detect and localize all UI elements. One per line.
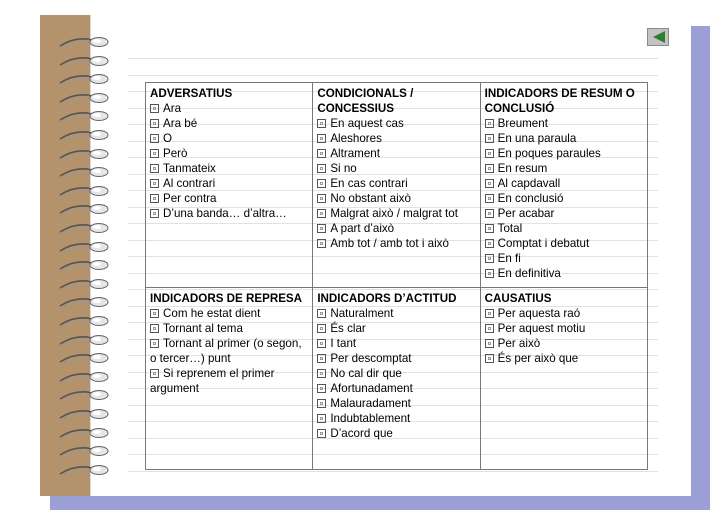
list-item-label: Tornant al tema [163, 322, 243, 335]
list-item [317, 221, 475, 236]
bullet-box-icon [485, 179, 494, 188]
bullet-box-icon [150, 179, 159, 188]
list-item [485, 176, 643, 191]
list-item [485, 321, 643, 336]
list-item-label: No cal dir que [330, 367, 402, 380]
list-item [150, 161, 308, 176]
list-item-label: Amb tot / amb tot i això [330, 237, 449, 250]
list-item-label: Breument [497, 117, 548, 130]
list-item [150, 206, 308, 221]
list-item [317, 351, 475, 366]
list-item [150, 116, 308, 131]
list-item-label: Tanmateix [163, 162, 216, 175]
bullet-box-icon [485, 119, 494, 128]
list-item-label: Tornant al primer (o segon, o tercer…) punt [150, 337, 302, 365]
spiral-ring-icon [58, 332, 118, 348]
triangle-left-icon [652, 31, 666, 43]
list-item-label: A part d’això [330, 222, 395, 235]
list-item-label: Ara bé [163, 117, 198, 130]
list-item [485, 306, 643, 321]
list-item [317, 381, 475, 396]
list-item-label: Comptat i debatut [497, 237, 590, 250]
column-heading: ADVERSATIUS [150, 87, 233, 100]
list-item [317, 396, 475, 411]
list-item [150, 306, 308, 321]
spiral-ring-icon [58, 127, 118, 143]
list-item [150, 321, 308, 336]
bullet-box-icon [150, 309, 159, 318]
list-item [150, 131, 308, 146]
list-item [485, 191, 643, 206]
bullet-box-icon [485, 134, 494, 143]
list-item [317, 176, 475, 191]
list-item-label: Si no [330, 162, 357, 175]
list-item [317, 191, 475, 206]
list-item-label: Però [163, 147, 188, 160]
bullet-box-icon [317, 369, 326, 378]
list-item-label: En cas contrari [330, 177, 408, 190]
list-item-label: En conclusió [497, 192, 564, 205]
spiral-ring-icon [58, 276, 118, 292]
list-item [485, 146, 643, 161]
spiral-ring-icon [58, 369, 118, 385]
list-item-label: En aquest cas [330, 117, 404, 130]
list-item-label: Per aquesta raó [497, 307, 581, 320]
spiral-ring-icon [58, 387, 118, 403]
bullet-box-icon [317, 309, 326, 318]
list-item [150, 336, 308, 366]
ruled-line [128, 75, 658, 76]
list-item-label: En una paraula [497, 132, 577, 145]
bullet-box-icon [317, 324, 326, 333]
list-item-label: O [163, 132, 173, 145]
bullet-box-icon [485, 164, 494, 173]
list-item-label: És clar [330, 322, 366, 335]
list-item-label: Ara [163, 102, 182, 115]
list-item-label: Per contra [163, 192, 217, 205]
list-item [317, 366, 475, 381]
list-item-label: Al capdavall [497, 177, 561, 190]
list-item-label: En fi [497, 252, 521, 265]
bullet-box-icon [150, 339, 159, 348]
list-item [485, 116, 643, 131]
list-item-label: Si reprenem el primer argument [150, 367, 275, 395]
bullet-box-icon [485, 254, 494, 263]
list-item [317, 336, 475, 351]
table-row-bottom [146, 288, 648, 470]
list-item-label: En poques paraules [497, 147, 601, 160]
column-heading: CAUSATIUS [484, 292, 552, 305]
bullet-box-icon [317, 134, 326, 143]
spiral-ring-icon [58, 257, 118, 273]
bullet-box-icon [485, 209, 494, 218]
spiral-ring-icon [58, 146, 118, 162]
list-item-label: I tant [330, 337, 357, 350]
spiral-ring-icon [58, 350, 118, 366]
spiral-ring-icon [58, 220, 118, 236]
spiral-ring-icon [58, 313, 118, 329]
bullet-box-icon [150, 324, 159, 333]
list-item-label: Per això [497, 337, 541, 350]
bullet-box-icon [317, 384, 326, 393]
spiral-ring-icon [58, 239, 118, 255]
ruled-line [128, 471, 658, 472]
list-item-label: És per això que [497, 352, 579, 365]
list-item [317, 116, 475, 131]
cell-actitud [313, 288, 480, 470]
bullet-box-icon [150, 164, 159, 173]
column-heading: INDICADORS D’ACTITUD [317, 292, 457, 305]
list-item [317, 131, 475, 146]
list-item-label: Afortunadament [330, 382, 413, 395]
list-item [150, 191, 308, 206]
list-item [485, 221, 643, 236]
list-item [485, 351, 643, 366]
list-item [485, 236, 643, 251]
bullet-box-icon [150, 119, 159, 128]
list-item-label: Malauradament [330, 397, 411, 410]
spiral-ring-icon [58, 201, 118, 217]
spiral-ring-icon [58, 90, 118, 106]
list-item-label: Naturalment [330, 307, 394, 320]
list-item [317, 236, 475, 251]
bullet-box-icon [317, 429, 326, 438]
list-item [317, 321, 475, 336]
bullet-box-icon [150, 149, 159, 158]
spiral-ring-icon [58, 406, 118, 422]
bullet-box-icon [150, 104, 159, 113]
spiral-ring-icon [58, 443, 118, 459]
list-item-label: Com he estat dient [163, 307, 261, 320]
column-heading: INDICADORS DE RESUM O CONCLUSIÓ [484, 87, 635, 115]
list-item [485, 206, 643, 221]
ruled-line [128, 58, 658, 59]
list-item-label: Indubtablement [330, 412, 411, 425]
bullet-box-icon [485, 309, 494, 318]
bullet-box-icon [485, 324, 494, 333]
bullet-box-icon [317, 354, 326, 363]
bullet-box-icon [485, 194, 494, 203]
column-heading: INDICADORS DE REPRESA [150, 292, 303, 305]
list-item-label: Al contrari [163, 177, 216, 190]
list-item [150, 366, 308, 396]
list-item-label: En definitiva [497, 267, 561, 280]
list-item-label: D’una banda… d’altra… [163, 207, 287, 220]
list-item [150, 101, 308, 116]
bullet-box-icon [150, 209, 159, 218]
list-item [485, 266, 643, 281]
list-item [317, 411, 475, 426]
list-item-label: No obstant això [330, 192, 411, 205]
spiral-ring-icon [58, 71, 118, 87]
list-item-label: Per acabar [497, 207, 555, 220]
bullet-box-icon [150, 194, 159, 203]
bullet-box-icon [317, 164, 326, 173]
bullet-box-icon [317, 209, 326, 218]
bullet-box-icon [317, 119, 326, 128]
back-button[interactable] [647, 28, 669, 46]
spiral-ring-icon [58, 108, 118, 124]
bullet-box-icon [317, 414, 326, 423]
spiral-ring-icon [58, 53, 118, 69]
spiral-ring-icon [58, 462, 118, 478]
list-item [317, 306, 475, 321]
list-item [317, 426, 475, 441]
bullet-box-icon [317, 339, 326, 348]
bullet-box-icon [317, 399, 326, 408]
bullet-box-icon [317, 179, 326, 188]
bullet-box-icon [485, 239, 494, 248]
cell-condicionals [313, 83, 480, 288]
bullet-box-icon [485, 149, 494, 158]
list-item [485, 251, 643, 266]
list-item-label: D’acord que [330, 427, 393, 440]
list-item-label: Aleshores [330, 132, 382, 145]
bullet-box-icon [150, 369, 159, 378]
column-heading: CONDICIONALS / CONCESSIUS [317, 87, 414, 115]
spiral-ring-icon [58, 164, 118, 180]
list-item-label: En resum [497, 162, 548, 175]
spiral-ring-icon [58, 34, 118, 50]
cell-causatius [480, 288, 647, 470]
spiral-ring-icon [58, 294, 118, 310]
list-item [485, 131, 643, 146]
cell-represa [146, 288, 313, 470]
list-item [317, 161, 475, 176]
bullet-box-icon [485, 269, 494, 278]
list-item [150, 146, 308, 161]
cell-resum [480, 83, 647, 288]
connectors-table [145, 82, 648, 470]
list-item [150, 176, 308, 191]
cell-adversatius [146, 83, 313, 288]
bullet-box-icon [317, 239, 326, 248]
bullet-box-icon [317, 224, 326, 233]
spiral-ring-icon [58, 183, 118, 199]
list-item-label: Altrament [330, 147, 380, 160]
list-item-label: Malgrat això / malgrat tot [330, 207, 458, 220]
list-item [485, 336, 643, 351]
table-row-top [146, 83, 648, 288]
bullet-box-icon [150, 134, 159, 143]
spiral-ring-icon [58, 425, 118, 441]
bullet-box-icon [485, 339, 494, 348]
list-item-label: Per aquest motiu [497, 322, 586, 335]
bullet-box-icon [485, 224, 494, 233]
list-item [485, 161, 643, 176]
bullet-box-icon [317, 149, 326, 158]
list-item-label: Total [497, 222, 523, 235]
list-item-label: Per descomptat [330, 352, 412, 365]
bullet-box-icon [317, 194, 326, 203]
bullet-box-icon [485, 354, 494, 363]
list-item [317, 146, 475, 161]
list-item [317, 206, 475, 221]
